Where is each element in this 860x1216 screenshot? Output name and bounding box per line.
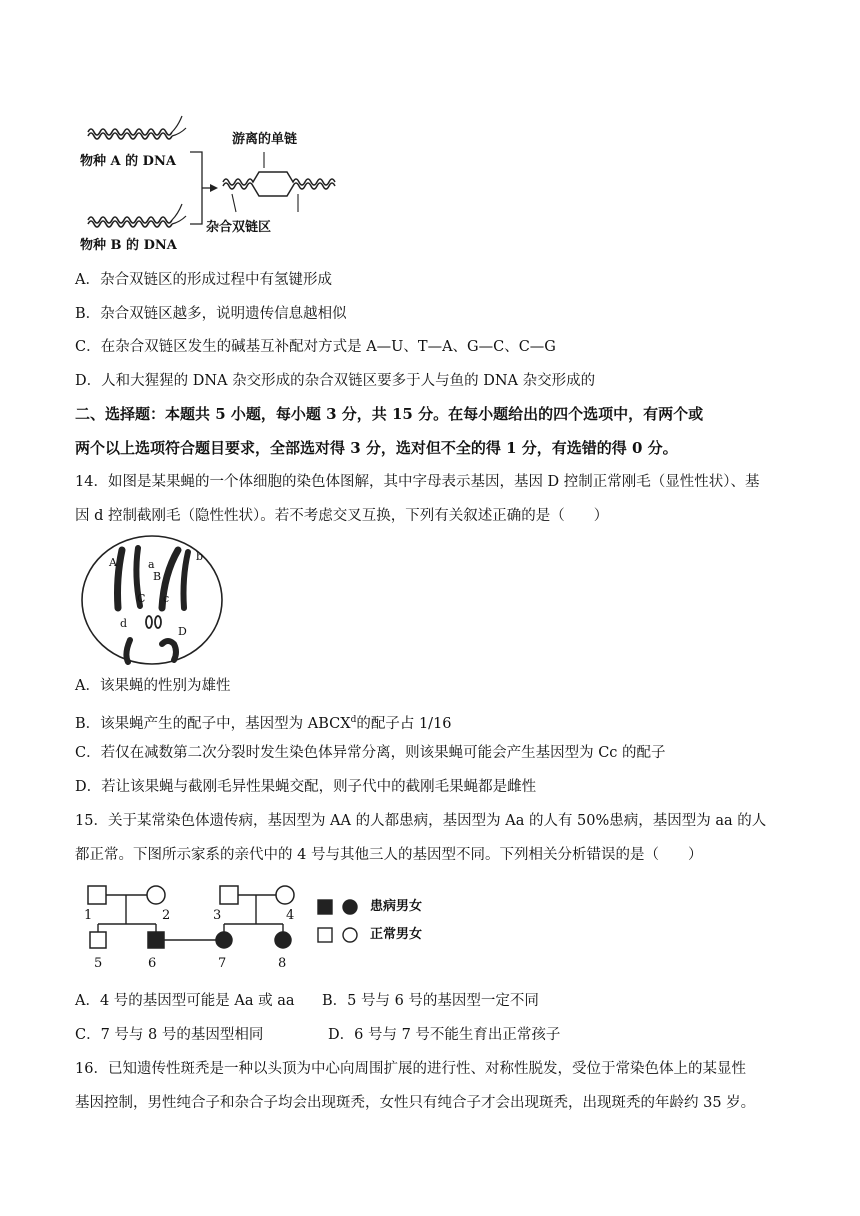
q14-stem-line1: 14．如图是某果蝇的一个体细胞的染色体图解，其中字母表示基因，基因 D 控制正常刚毛（显性性状）、基 [75,474,760,490]
pedigree-n1: 1 [84,908,93,923]
q14-option-b-text: B．该果蝇产生的配子中，基因型为 ABCX [75,715,351,732]
section2-line1: 二、选择题：本题共 5 小题，每小题 3 分，共 15 分。在每小题给出的四个选项中，有两个或 [75,405,704,423]
q16-stem-line1: 16．已知遗传性斑秃是一种以头顶为中心向周围扩展的进行性、对称性脱发，受位于常染色体上的某显性 [75,1061,746,1077]
pedigree-n6: 6 [148,956,157,971]
q14-option-d: D．若让该果蝇与截刚毛异性果蝇交配，则子代中的截刚毛果蝇都是雌性 [75,779,537,795]
q14-option-b-superscript: d [350,715,357,725]
chromosome-label-b: b [196,550,204,563]
pedigree-n8: 8 [278,956,287,971]
q14-option-c: C．若仅在减数第二次分裂时发生染色体异常分离，则该果蝇可能会产生基因型为 Cc 的配子 [75,745,666,761]
q14-stem-line2: 因 d 控制截刚毛（隐性性状）。若不考虑交叉互换，下列有关叙述正确的是（ ） [75,508,609,524]
q14-option-b [75,710,452,734]
q15-stem-line2: 都正常。下图所示家系的亲代中的 4 号与其他三人的基因型不同。下列相关分析错误的是（ ） [75,847,703,863]
pedigree-legend-normal: 正常男女 [370,927,423,942]
q14-option-b-text-end: 的配子占 1/16 [356,715,452,732]
chromosome-label-a: a [148,558,155,571]
fig13-label-b: 物种 B 的 DNA [80,238,177,253]
pedigree-legend-affected: 患病男女 [370,899,423,914]
q13-option-b: B．杂合双链区越多，说明遗传信息越相似 [75,306,347,322]
pedigree-n4: 4 [286,908,295,923]
q14-option-a: A．该果蝇的性别为雄性 [75,678,231,694]
chromosome-label-D: D [178,625,187,638]
pedigree-n5: 5 [94,956,103,971]
chromosome-label-B: B [153,570,162,583]
q15-option-b: B．5 号与 6 号的基因型一定不同 [322,993,539,1009]
fig13-label-a: 物种 A 的 DNA [80,154,176,169]
q13-option-d: D．人和大猩猩的 DNA 杂交形成的杂合双链区要多于人与鱼的 DNA 杂交形成的 [75,373,596,389]
q15-option-a: A．4 号的基因型可能是 Aa 或 aa [75,993,295,1009]
pedigree-n2: 2 [162,908,171,923]
pedigree-n7: 7 [218,956,227,971]
chromosome-label-A: A [109,556,117,569]
q15-option-c: C．7 号与 8 号的基因型相同 [75,1027,264,1043]
chromosome-label-d: d [120,617,128,630]
pedigree-n3: 3 [213,908,222,923]
chromosome-label-c: c [163,592,170,605]
fig13-label-hybrid: 杂合双链区 [206,220,272,235]
q16-stem-line2: 基因控制，男性纯合子和杂合子均会出现斑秃，女性只有纯合子才会出现斑秃，出现斑秃的年龄约 35 岁。 [75,1095,756,1111]
fig13-label-single: 游离的单链 [232,132,298,147]
chromosome-label-C: C [137,592,146,605]
q15-stem-line1: 15．关于某常染色体遗传病，基因型为 AA 的人都患病，基因型为 Aa 的人有 50%患病，基因型为 aa 的人 [75,813,767,829]
section2-line2: 两个以上选项符合题目要求，全部选对得 3 分，选对但不全的得 1 分，有选错的得 0 分。 [75,439,678,457]
q13-option-c: C．在杂合双链区发生的碱基互补配对方式是 A—U、T—A、G—C、C—G [75,339,556,355]
chromosome-figure [78,532,228,668]
q15-option-d: D．6 号与 7 号不能生育出正常孩子 [328,1027,561,1043]
q13-option-a: A．杂合双链区的形成过程中有氢键形成 [75,272,332,288]
